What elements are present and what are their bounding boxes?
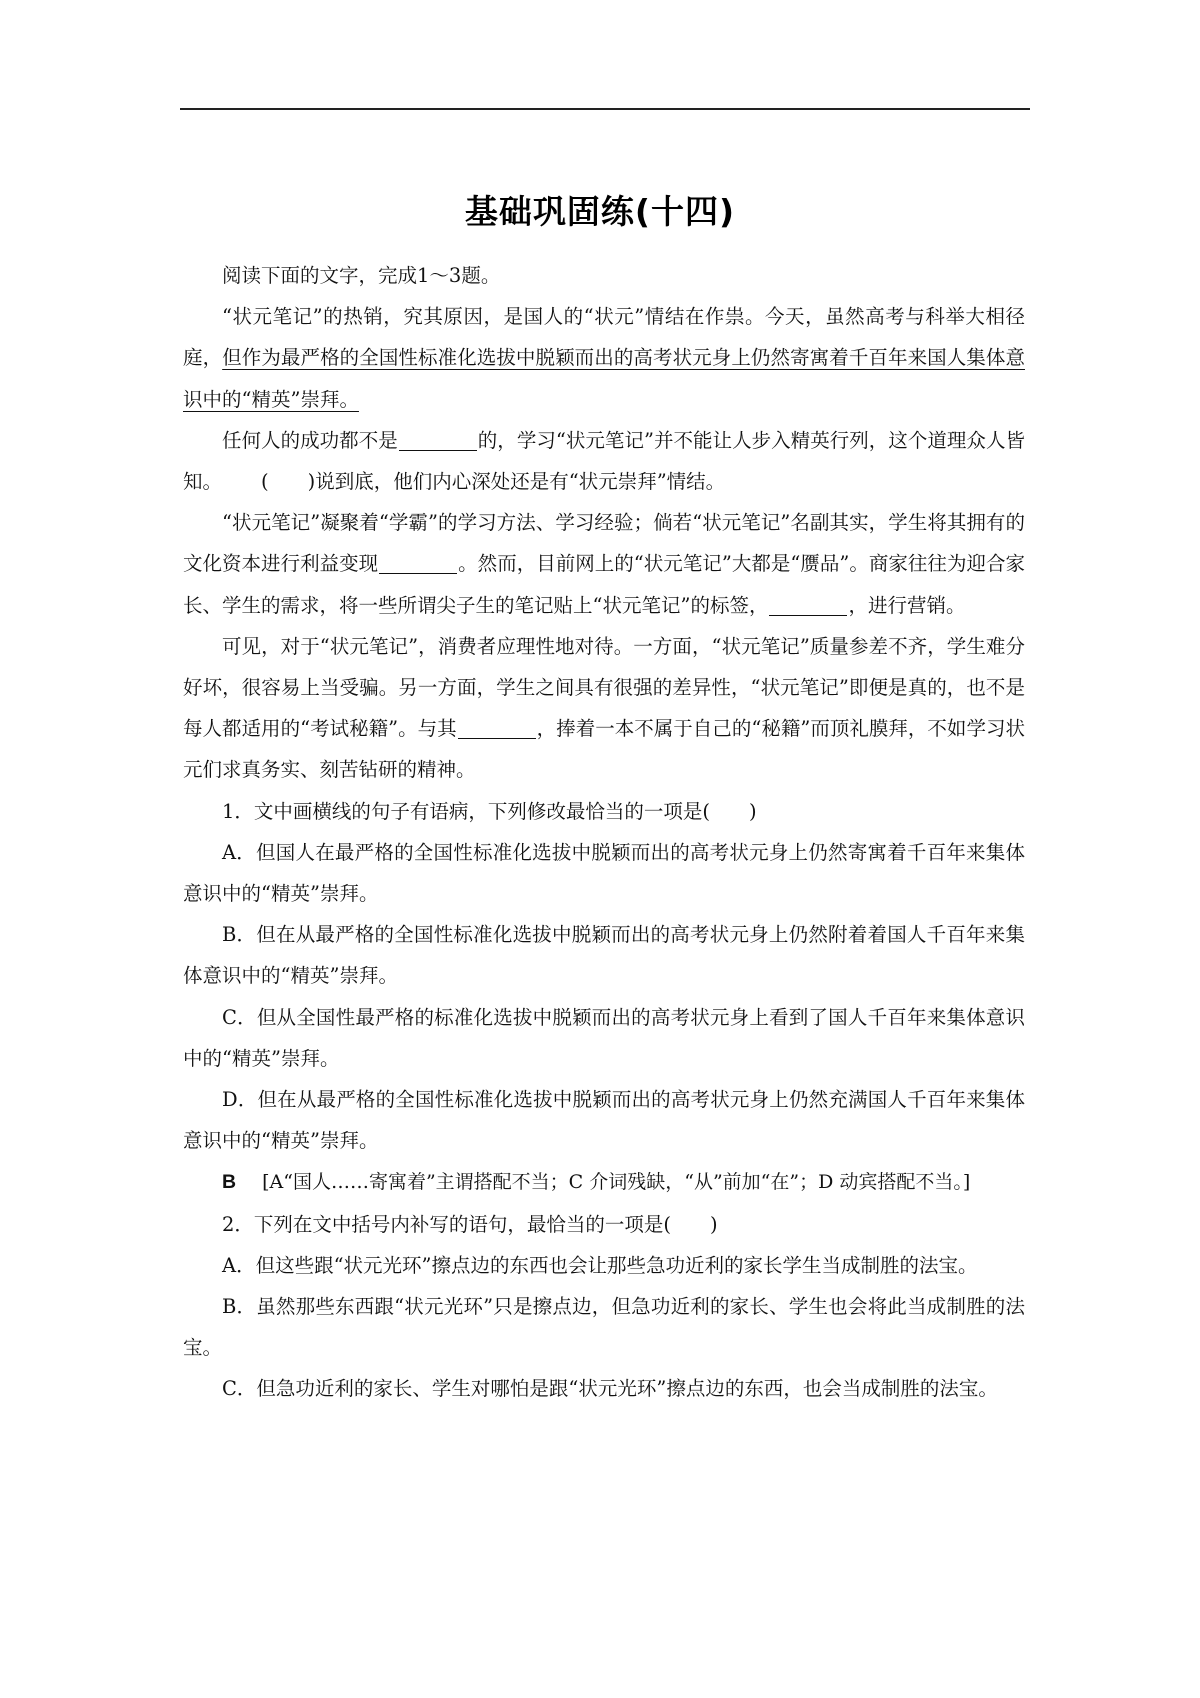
passage-text: ，进行营销。 (848, 593, 966, 617)
passage-text: 。然而，目前网上的“状元笔记”大都是“赝品”。商家往往为迎合家长、学生的需求，将一些所谓尖子生的笔记贴上“状元笔记”的标签， (183, 552, 1025, 617)
passage-paragraph-4 (183, 626, 1025, 791)
question-1-answer (183, 1161, 1025, 1203)
fill-blank (379, 554, 457, 575)
passage-paragraph-1 (183, 296, 1025, 420)
question-2-option-b: B．虽然那些东西跟“状元光环”只是擦点边，但急功近利的家长、学生也会将此当成制胜的法宝。 (183, 1295, 1025, 1360)
question-1-option-b: B．但在从最严格的全国性标准化选拔中脱颖而出的高考状元身上仍然附着着国人千百年来集体意识中的“精英”崇拜。 (183, 923, 1025, 988)
passage-text: 任何人的成功都不是 (222, 428, 398, 452)
underlined-sentence: 但作为最严格的全国性标准化选拔中脱颖而出的高考状元身上仍然寄寓着千百年来国人集体意识中的“精英”崇拜。 (183, 346, 1025, 411)
passage-text: 说到底，他们内心深处还是有“状元崇拜”情结。 (315, 470, 726, 494)
question-1-stem: 1．文中画横线的句子有语病，下列修改最恰当的一项是( ) (222, 799, 757, 823)
passage-text: 的，学习“状元笔记”并不能让人步入精英行列，这个道理众人皆知。 (183, 428, 1025, 494)
document-body (183, 255, 1025, 1410)
passage-text: “状元笔记”凝聚着“学霸”的学习方法、学习经验；倘若“状元笔记”名副其实，学生将其拥有的文化资本进行利益变现 (183, 511, 1025, 576)
fill-blank (399, 430, 477, 451)
question-1-option-a: A．但国人在最严格的全国性标准化选拔中脱颖而出的高考状元身上仍然寄寓着千百年来集体意识中的“精英”崇拜。 (183, 840, 1025, 906)
answer-letter: B (222, 1171, 237, 1194)
question-2-option-a: A．但这些跟“状元光环”擦点边的东西也会让那些急功近利的家长学生当成制胜的法宝。 (222, 1253, 978, 1277)
fill-blank (458, 719, 536, 740)
page-title: 基础巩固练(十四) (464, 192, 736, 231)
question-2-option-c: C．但急功近利的家长、学生对哪怕是跟“状元光环”擦点边的东西，也会当成制胜的法宝。 (222, 1377, 998, 1401)
instruction: 阅读下面的文字，完成1～3题。 (222, 264, 501, 287)
passage-paragraph-2 (183, 420, 1025, 502)
passage-paragraph-3 (183, 502, 1025, 626)
passage-text: ，捧着一本不属于自己的“秘籍”而顶礼膜拜，不如学习状元们求真务实、刻苦钻研的精神。 (183, 717, 1025, 782)
passage-text: “状元笔记”的热销，究其原因，是国人的“状元”情结在作祟。今天，虽然高考与科举大相径庭， (183, 305, 1025, 370)
passage-text: 可见，对于“状元笔记”，消费者应理性地对待。一方面，“状元笔记”质量参差不齐，学生难分好坏，很容易上当受骗。另一方面，学生之间具有很强的差异性，“状元笔记”即便是真的，也不是每人都适用的“考试秘籍”。与其 (183, 634, 1025, 741)
question-2-stem: 2．下列在文中括号内补写的语句，最恰当的一项是( ) (222, 1212, 718, 1236)
question-1-option-c: C．但从全国性最严格的标准化选拔中脱颖而出的高考状元身上看到了国人千百年来集体意识中的“精英”崇拜。 (183, 1005, 1025, 1070)
answer-parentheses: ( ) (261, 470, 316, 494)
fill-blank (769, 595, 847, 616)
answer-explanation: [A“国人……寄寓着”主谓搭配不当；C 介词残缺，“从”前加“在”；D 动宾搭配不当。] (262, 1171, 971, 1194)
header-rule (180, 108, 1030, 110)
question-1-option-d: D．但在从最严格的全国性标准化选拔中脱颖而出的高考状元身上仍然充满国人千百年来集体意识中的“精英”崇拜。 (183, 1088, 1025, 1153)
